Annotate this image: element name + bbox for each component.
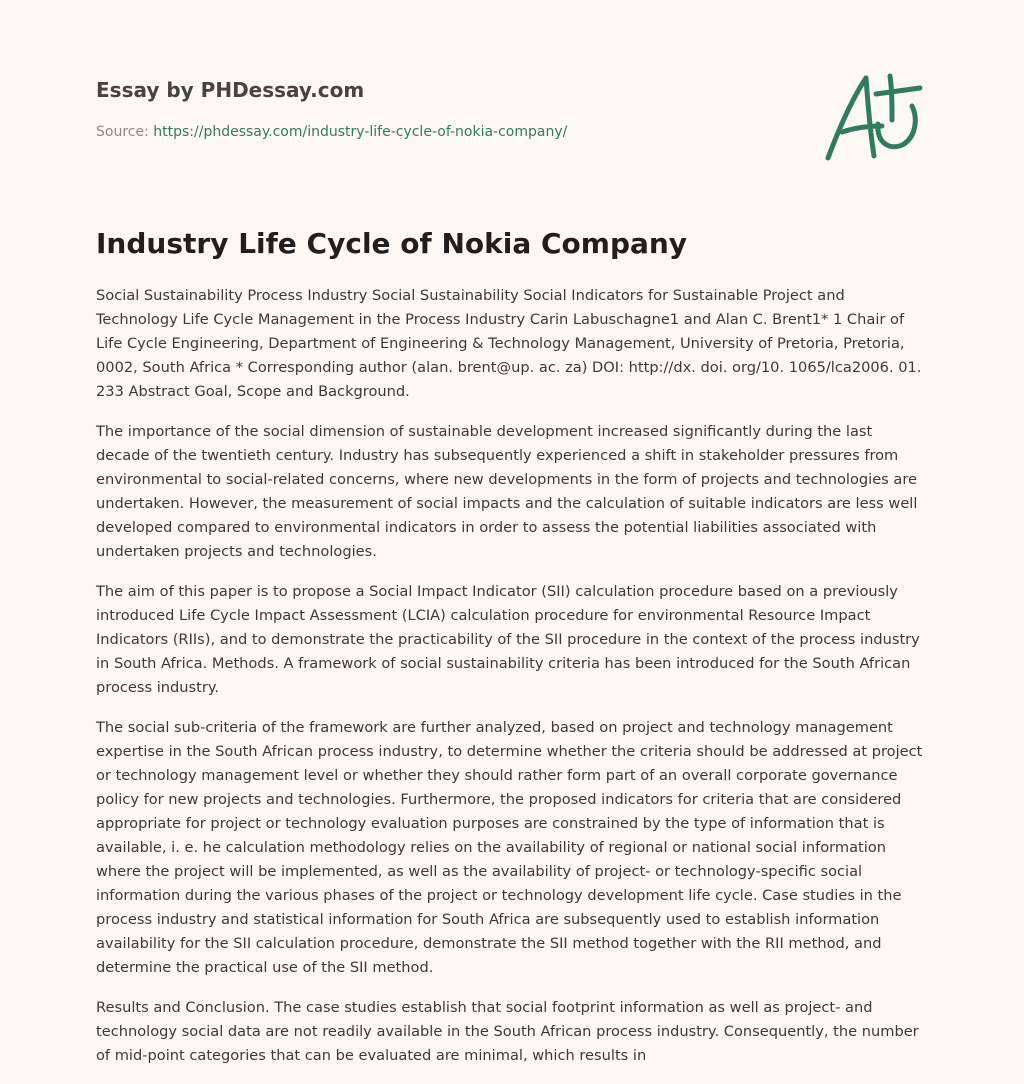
source-line xyxy=(96,122,696,142)
source-link[interactable]: https://phdessay.com/industry-life-cycle-of-nokia-company/ xyxy=(153,124,568,140)
source-label: Source: xyxy=(96,124,149,140)
essay-title: Industry Life Cycle of Nokia Company xyxy=(96,227,688,260)
page-header xyxy=(96,76,696,142)
essay-paragraph: Social Sustainability Process Industry Social Sustainability Social Indicators for Sustainable Project and Technology Life Cycle Management in the Process Industry Carin Labuschagne1 and Alan C. Brent1* 1 Chair of Life Cycle Engineering, Department of Engineering & Technology Management, University of Pretoria, Pretoria, 0002, South Africa * Corresponding author (alan. brent@up. ac. za) DOI: http://dx. doi. org/10. 1065/lca2006. 01. 233 Abstract Goal, Scope and Background. xyxy=(96,287,922,400)
essay-paragraph: The importance of the social dimension of sustainable development increased significantly during the last decade of the twentieth century. Industry has subsequently experienced a shift in stakeholder pressures from environmental to social-related concerns, where new developments in the form of projects and technologies are undertaken. However, the measurement of social impacts and the calculation of suitable indicators are less well developed compared to environmental indicators in order to assess the potential liabilities associated with undertaken projects and technologies. xyxy=(96,423,918,560)
essay-body xyxy=(96,284,928,1084)
essay-paragraph: The aim of this paper is to propose a Social Impact Indicator (SII) calculation procedure based on a previously introduced Life Cycle Impact Assessment (LCIA) calculation procedure for environmental Resource Impact Indicators (RIIs), and to demonstrate the practicability of the SII procedure in the context of the process industry in South Africa. Methods. A framework of social sustainability criteria has been introduced for the South African process industry. xyxy=(96,583,920,696)
brand-title: Essay by PHDessay.com xyxy=(96,78,365,102)
essay-paragraph: The social sub-criteria of the framework are further analyzed, based on project and technology management expertise in the South African process industry, to determine whether the criteria should be addressed at project or technology management level or whether they should rather form part of an overall corporate governance policy for new projects and technologies. Furthermore, the proposed indicators for criteria that are considered appropriate for project or technology evaluation purposes are constrained by the type of information that is available, i. e. he calculation methodology relies on the availability of regional or national social information where the project will be implemented, as well as the availability of project- or technology-specific social information during the various phases of the project or technology development life cycle. Case studies in the process industry and statistical information for South Africa are subsequently used to establish information availability for the SII calculation procedure, demonstrate the SII method together with the RII method, and determine the practical use of the SII method. xyxy=(96,719,923,976)
essay-paragraph: Results and Conclusion. The case studies establish that social footprint information as well as project- and technology social data are not readily available in the South African process industry. Consequently, the number of mid-point categories that can be evaluated are minimal, which results in xyxy=(96,999,919,1064)
a-plus-logo-icon xyxy=(820,66,930,166)
